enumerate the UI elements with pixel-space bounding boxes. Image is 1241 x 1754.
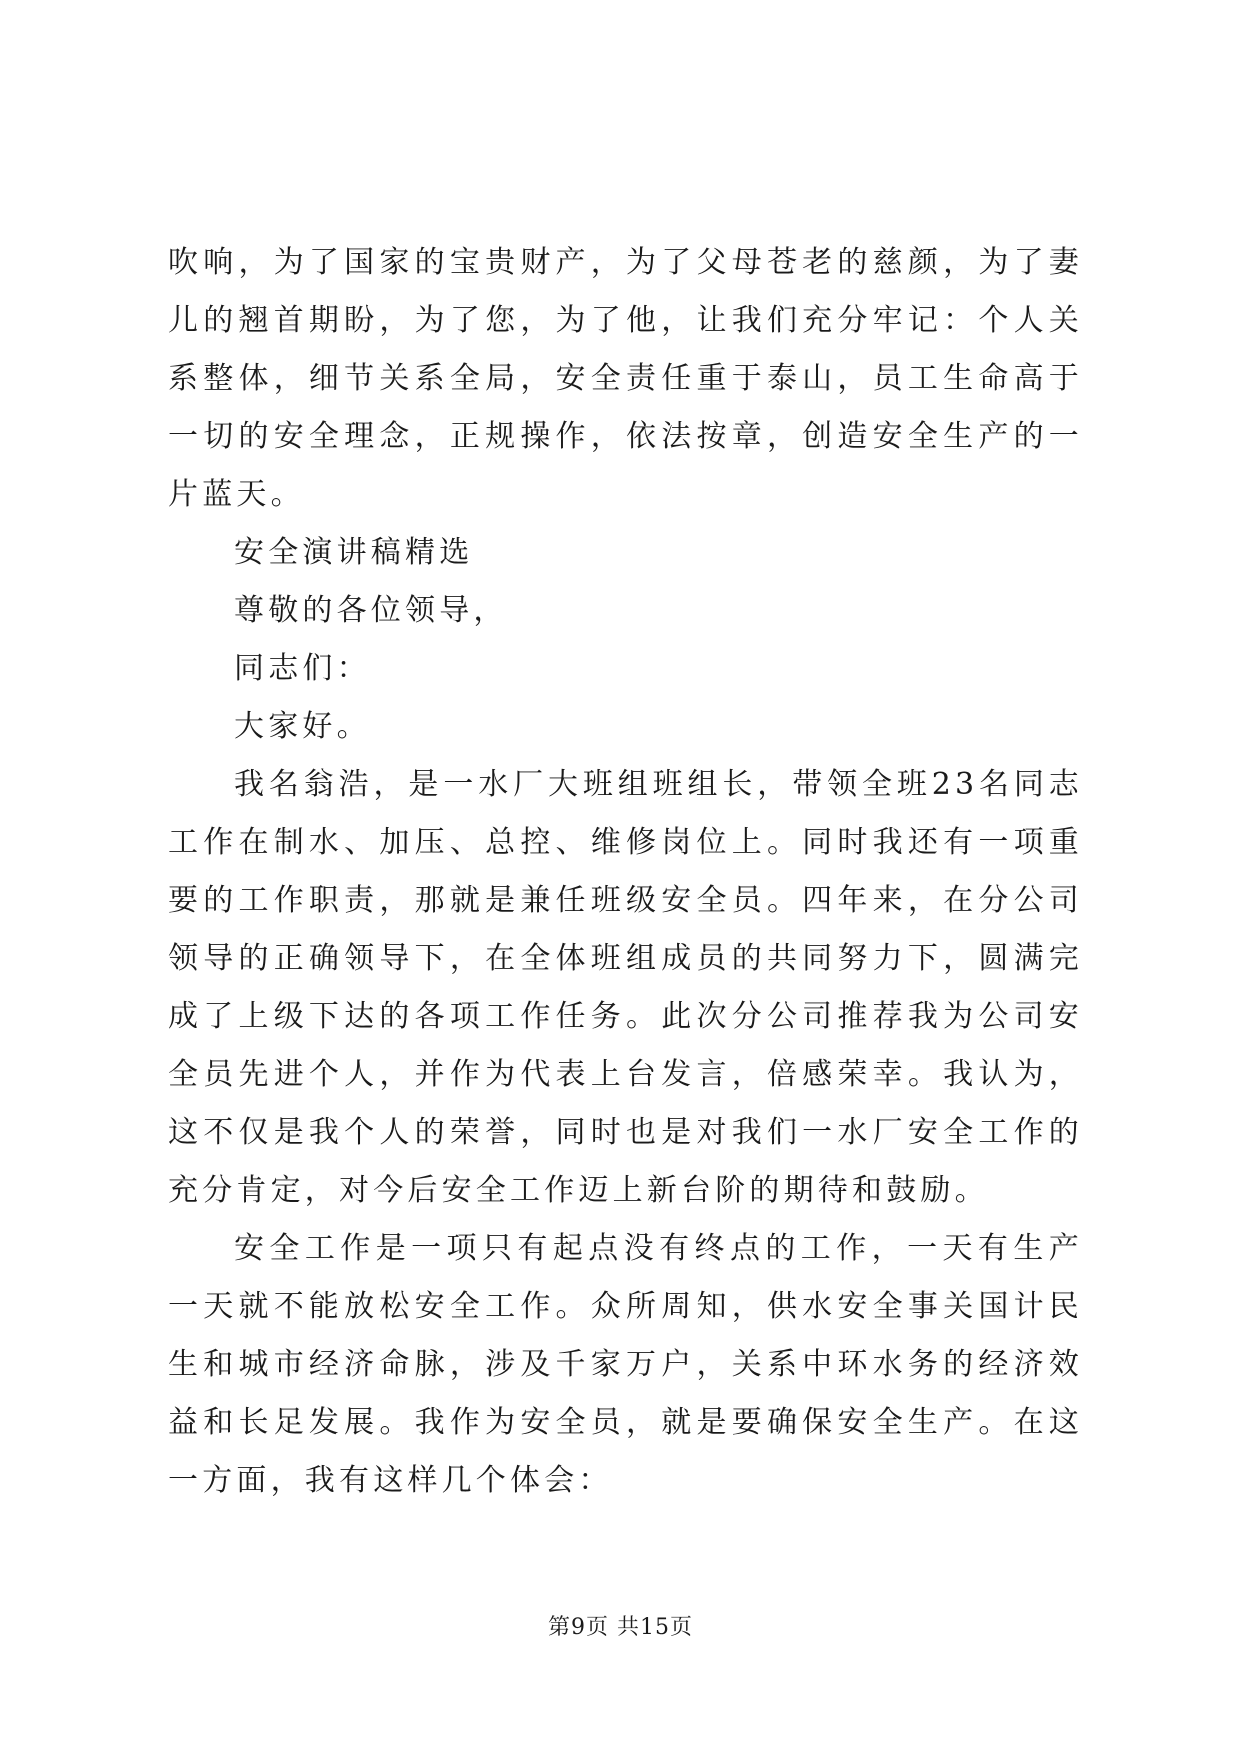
page-number-footer: 第9页 共15页 bbox=[548, 1615, 693, 1640]
document-body bbox=[168, 234, 1083, 1510]
salutation-leaders: 尊敬的各位领导， bbox=[234, 593, 508, 628]
greeting: 大家好。 bbox=[234, 709, 371, 744]
section-heading: 安全演讲稿精选 bbox=[234, 535, 474, 570]
paragraph-safety-work: 安全工作是一项只有起点没有终点的工作，一天有生产一天就不能放松安全工作。众所周知，供水安全事关国计民生和城市经济命脉，涉及千家万户，关系中环水务的经济效益和长足发展。我作为安全员，就是要确保安全生产。在这一方面，我有这样几个体会： bbox=[168, 1231, 1083, 1498]
paragraph-continuation: 吹响，为了国家的宝贵财产，为了父母苍老的慈颜，为了妻儿的翘首期盼，为了您，为了他，让我们充分牢记：个人关系整体，细节关系全局，安全责任重于泰山，员工生命高于一切的安全理念，正规操作，依法按章，创造安全生产的一片蓝天。 bbox=[168, 245, 1083, 512]
salutation-comrades: 同志们： bbox=[234, 651, 371, 686]
paragraph-introduction: 我名翁浩，是一水厂大班组班组长，带领全班23名同志工作在制水、加压、总控、维修岗位上。同时我还有一项重要的工作职责，那就是兼任班级安全员。四年来，在分公司领导的正确领导下，在全体班组成员的共同努力下，圆满完成了上级下达的各项工作任务。此次分公司推荐我为公司安全员先进个人，并作为代表上台发言，倍感荣幸。我认为，这不仅是我个人的荣誉，同时也是对我们一水厂安全工作的充分肯定，对今后安全工作迈上新台阶的期待和鼓励。 bbox=[168, 767, 1083, 1208]
